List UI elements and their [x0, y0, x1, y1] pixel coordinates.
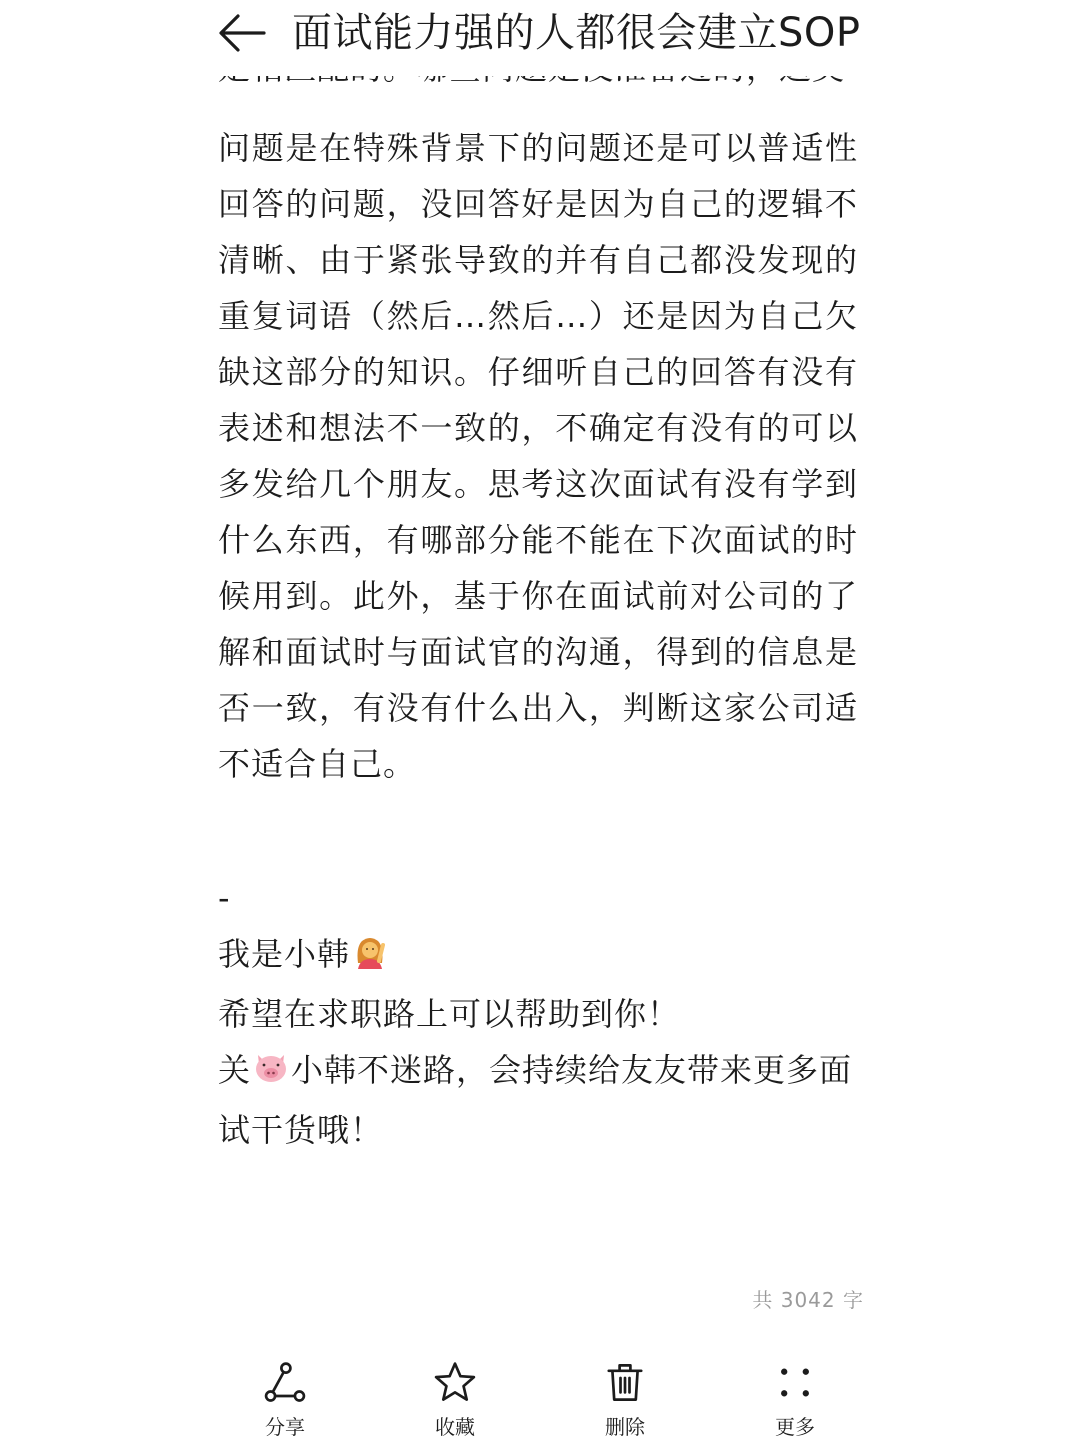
- signature-line-1: [218, 926, 858, 986]
- pig-face-icon: [253, 1046, 289, 1102]
- note-body: [218, 64, 858, 1158]
- bottom-toolbar: [0, 1360, 1080, 1440]
- share-button[interactable]: [235, 1360, 335, 1440]
- divider-text: -: [218, 879, 231, 917]
- more-icon: [770, 1360, 820, 1405]
- delete-button[interactable]: [575, 1360, 675, 1440]
- back-button[interactable]: [214, 10, 268, 56]
- trash-icon: [600, 1360, 650, 1405]
- signature-line-2: 希望在求职路上可以帮助到你！: [218, 995, 681, 1033]
- delete-label: 删除: [605, 1415, 645, 1439]
- star-icon: [430, 1360, 480, 1405]
- body-paragraph: 问题是在特殊背景下的问题还是可以普适性回答的问题，没回答好是因为自己的逻辑不清晰、由于紧张导致的并有自己都没发现的重复词语（然后…然后…）还是因为自己欠缺这部分的知识。仔细听自己的回答有没有表述和想法不一致的，不确定有没有的可以多发给几个朋友。思考这次面试有没有学到什么东西，有哪部分能不能在下次面试的时候用到。此外，基于你在面试前对公司的了解和面试时与面试官的沟通，得到的信息是否一致，有没有什么出入，判断这家公司适不适合自己。: [218, 129, 858, 783]
- share-label: 分享: [265, 1415, 305, 1439]
- signature-name: 我是小韩: [218, 935, 351, 973]
- favorite-button[interactable]: [405, 1360, 505, 1440]
- raising-hand-woman-icon: [352, 930, 388, 986]
- page-title: 面试能力强的人都很会建立SOP: [292, 10, 861, 56]
- more-label: 更多: [775, 1415, 815, 1439]
- arrow-left-icon: [214, 10, 268, 56]
- top-bar: [0, 0, 1080, 76]
- word-count: 共 3042 字: [752, 1288, 864, 1312]
- more-button[interactable]: [745, 1360, 845, 1440]
- share-icon: [260, 1360, 310, 1405]
- favorite-label: 收藏: [435, 1415, 475, 1439]
- signature-line-3: 关 小韩不迷路，会持续给友友带来更多面试干货哦！: [218, 1042, 858, 1158]
